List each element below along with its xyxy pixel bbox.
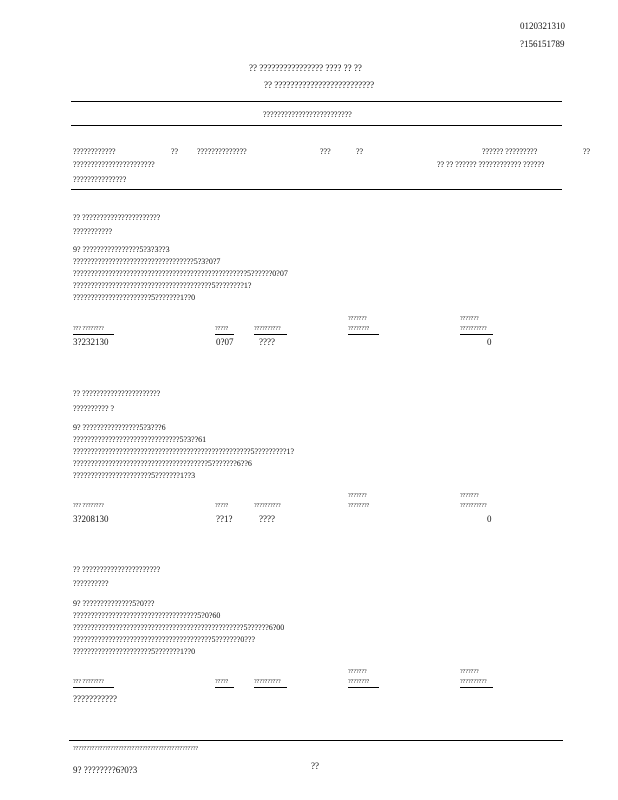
info-row2-label: ??????????????????????? [73,160,155,169]
section-line-2: ???????????????????????????????????5?0?60 [73,611,221,620]
column-header: ?????????? [254,326,281,332]
info-row1-mark: ?? [171,147,179,156]
column-header: ?????????? [254,679,281,685]
section-title: ?? ?????????????????????? [73,213,161,222]
column-group-header: ??????? [460,669,479,675]
entry-id-value: ??????????? [73,694,117,704]
header-rule [71,101,562,102]
entry-total-value: 0 [487,337,492,347]
column-header: ???????? [348,503,370,509]
document-reference-number: 0120321310 [520,21,565,31]
column-header: ????? [215,679,229,685]
column-header: ??? ???????? [73,326,104,332]
entry-total-value: 0 [487,514,492,524]
column-underline [460,687,493,688]
info-row1-value: ?????????????? [197,147,247,156]
column-header: ?????????? [254,503,281,509]
section-line-1: 9? ????????????????5?3?3??3 [73,245,170,254]
column-group-header: ??????? [460,316,479,322]
footer-note: ??????????????????????????????????????????????? [73,746,199,752]
entry-id-value: 3?208130 [73,514,109,524]
section-line-3: ?????????????????????????????????????????????????5??????0?07 [73,269,288,278]
column-header: ????? [215,503,229,509]
column-header: ??? ???????? [73,503,104,509]
column-underline [73,334,114,335]
section-line-5: ??????????????????????5???????1??3 [73,471,196,480]
column-header: ?????????? [460,326,487,332]
section-line-1: 9? ??????????????5?0??? [73,599,155,608]
section-line-3: ??????????????????????????????????????????????????5?????????1? [73,447,295,456]
section-subtitle: ??????????? [73,227,113,236]
info-rule [71,189,562,190]
column-underline [460,334,493,335]
section-line-5: ??????????????????????5???????1??0 [73,647,196,656]
section-line-4: ??????????????????????????????????????5???????6??6 [73,459,252,468]
info-row1-right: ?????? ????????? [482,147,538,156]
info-row1-mid: ??? [320,147,331,156]
entry-id-value: 3?232130 [73,337,109,347]
section-line-5: ??????????????????????5???????1??0 [73,293,196,302]
page-number: ?? [311,761,319,771]
column-group-header: ??????? [348,669,367,675]
column-group-header: ??????? [460,493,479,499]
column-header: ???????? [348,326,370,332]
info-row3-label: ??????????????? [73,175,127,184]
document-subtitle: ????????????????????????? [263,110,352,119]
info-row1-end: ?? [583,147,591,156]
column-underline [348,334,379,335]
section-title: ?? ?????????????????????? [73,565,161,574]
section-line-2: ??????????????????????????????????5?3?0?7 [73,257,221,266]
column-header: ????? [215,326,229,332]
column-header: ?????????? [460,679,487,685]
section-line-4: ???????????????????????????????????????5???????0??? [73,635,255,644]
entry-amount-value: ??1? [216,514,233,524]
column-underline [254,334,287,335]
column-underline [254,687,287,688]
section-line-4: ???????????????????????????????????????5????????1? [73,281,252,290]
column-underline [215,687,234,688]
column-header: ???????? [348,679,370,685]
entry-status-value: ???? [259,337,275,347]
document-secondary-reference: ?156151789 [520,39,565,49]
section-subtitle: ?????????? ? [73,404,115,413]
column-underline [348,687,379,688]
column-group-header: ??????? [348,316,367,322]
document-title: ?? ???????????????? ???? ?? ?? [249,63,362,73]
column-group-header: ??????? [348,493,367,499]
info-row2-right: ?? ?? ?????? ???????????? ?????? [437,160,545,169]
section-line-3: ????????????????????????????????????????????????5??????6?00 [73,623,285,632]
document-title-line-2: ?? ????????????????????????? [264,80,375,90]
section-title: ?? ?????????????????????? [73,389,161,398]
section-subtitle: ?????????? [73,579,109,588]
subtitle-rule [71,125,562,126]
info-row1-label: ???????????? [73,147,116,156]
section-line-1: 9? ????????????????5?3???6 [73,423,166,432]
section-line-2: ??????????????????????????????5?3??61 [73,435,207,444]
column-underline [215,334,234,335]
entry-amount-value: 0?07 [216,337,234,347]
footer-rule [69,740,563,741]
footer-left-text: 9? ????????6?0?3 [73,765,138,775]
info-row1-mark2: ?? [356,147,364,156]
entry-status-value: ???? [259,514,275,524]
column-header: ??? ???????? [73,679,104,685]
column-underline [73,687,114,688]
column-header: ?????????? [460,503,487,509]
